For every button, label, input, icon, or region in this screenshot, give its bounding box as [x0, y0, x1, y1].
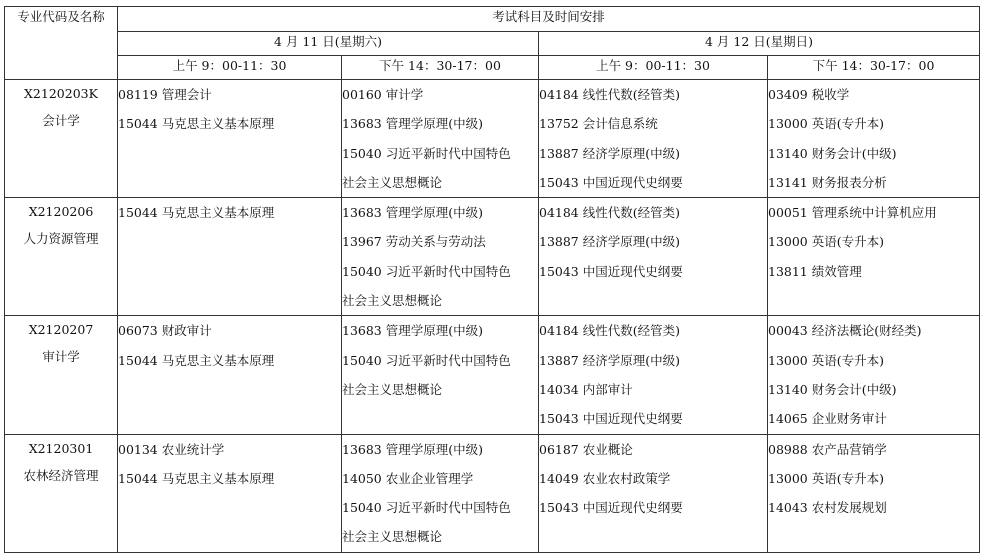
day2-pm-cell — [768, 316, 980, 434]
major-code: X2120207 — [28, 322, 94, 338]
header-row-3 — [5, 56, 980, 80]
course-item: 15040 习近平新时代中国特色 — [342, 145, 511, 161]
major-name: 人力资源管理 — [23, 231, 99, 247]
header-row-1 — [5, 7, 980, 32]
schedule-title-header: 考试科目及时间安排 — [118, 7, 980, 32]
course-item: 13141 财务报表分析 — [768, 174, 887, 190]
course-item: 13140 财务会计(中级) — [768, 381, 897, 397]
course-item: 15040 习近平新时代中国特色 — [342, 500, 511, 516]
course-item: 06187 农业概论 — [539, 441, 633, 457]
course-item: 15040 习近平新时代中国特色 — [342, 263, 511, 279]
day1-pm-cell — [342, 434, 539, 552]
day1-am-cell — [118, 198, 342, 316]
major-name: 会计学 — [42, 113, 80, 128]
course-item: 13752 会计信息系统 — [539, 116, 658, 132]
course-item: 社会主义思想概论 — [342, 529, 443, 545]
course-item: 13000 英语(专升本) — [768, 116, 884, 132]
course-item: 13000 英语(专升本) — [768, 352, 884, 368]
table-row — [5, 434, 980, 552]
course-item: 14043 农村发展规划 — [768, 500, 887, 516]
day1-am-header: 上午 9：00-11：30 — [118, 56, 342, 80]
course-item: 04184 线性代数(经管类) — [539, 87, 680, 102]
table-row — [5, 198, 980, 316]
course-item: 13887 经济学原理(中级) — [539, 234, 680, 250]
major-cell — [5, 316, 118, 434]
course-item: 04184 线性代数(经管类) — [539, 205, 680, 221]
table-row — [5, 316, 980, 434]
course-item: 13683 管理学原理(中级) — [342, 323, 483, 339]
course-item: 15044 马克思主义基本原理 — [118, 116, 275, 132]
day2-pm-cell — [768, 198, 980, 316]
course-item: 15044 马克思主义基本原理 — [118, 470, 275, 486]
course-item: 04184 线性代数(经管类) — [539, 323, 680, 339]
course-item: 13000 英语(专升本) — [768, 470, 884, 486]
course-item: 13140 财务会计(中级) — [768, 145, 897, 161]
major-code: X2120203K — [24, 86, 98, 101]
course-item: 13000 英语(专升本) — [768, 234, 884, 250]
course-item: 00051 管理系统中计算机应用 — [768, 205, 937, 221]
day1-pm-cell — [342, 198, 539, 316]
day1-pm-cell — [342, 80, 539, 198]
day2-am-cell — [539, 80, 768, 198]
major-code: X2120301 — [28, 440, 94, 456]
course-item: 14049 农业农村政策学 — [539, 470, 671, 486]
day2-am-cell — [539, 316, 768, 434]
day2-header: 4 月 12 日(星期日) — [539, 32, 980, 56]
course-item: 15043 中国近现代史纲要 — [539, 411, 683, 427]
day2-am-cell — [539, 434, 768, 552]
course-item: 13683 管理学原理(中级) — [342, 205, 483, 221]
day1-header: 4 月 11 日(星期六) — [118, 32, 539, 56]
major-cell — [5, 434, 118, 552]
major-name: 农林经济管理 — [23, 467, 99, 483]
course-item: 13683 管理学原理(中级) — [342, 441, 483, 457]
course-item: 08988 农产品营销学 — [768, 441, 887, 457]
exam-schedule-table — [4, 6, 980, 553]
course-item: 00160 审计学 — [342, 87, 424, 102]
course-item: 14034 内部审计 — [539, 381, 633, 397]
course-item: 08119 管理会计 — [118, 87, 212, 102]
course-item: 15040 习近平新时代中国特色 — [342, 352, 511, 368]
day2-am-cell — [539, 198, 768, 316]
course-item: 03409 税收学 — [768, 87, 850, 102]
course-item: 社会主义思想概论 — [342, 381, 443, 397]
course-item: 13967 劳动关系与劳动法 — [342, 234, 486, 250]
course-item: 13887 经济学原理(中级) — [539, 145, 680, 161]
major-code: X2120206 — [28, 204, 94, 220]
course-item: 00134 农业统计学 — [118, 441, 225, 457]
course-item: 15043 中国近现代史纲要 — [539, 174, 683, 190]
course-item: 社会主义思想概论 — [342, 293, 443, 309]
major-column-header: 专业代码及名称 — [5, 7, 118, 80]
course-item: 15043 中国近现代史纲要 — [539, 500, 683, 516]
course-item: 15043 中国近现代史纲要 — [539, 263, 683, 279]
day2-am-header: 上午 9：00-11：30 — [539, 56, 768, 80]
day2-pm-header: 下午 14：30-17：00 — [768, 56, 980, 80]
day1-am-cell — [118, 434, 342, 552]
table-row — [5, 80, 980, 198]
day2-pm-cell — [768, 434, 980, 552]
course-item: 13887 经济学原理(中级) — [539, 352, 680, 368]
major-cell — [5, 198, 118, 316]
day1-am-cell — [118, 316, 342, 434]
course-item: 14065 企业财务审计 — [768, 411, 887, 427]
header-row-2 — [5, 32, 980, 56]
day1-pm-cell — [342, 316, 539, 434]
day2-pm-cell — [768, 80, 980, 198]
day1-pm-header: 下午 14：30-17：00 — [342, 56, 539, 80]
course-item: 06073 财政审计 — [118, 323, 212, 339]
major-cell — [5, 80, 118, 198]
course-item: 13683 管理学原理(中级) — [342, 116, 483, 132]
course-item: 13811 绩效管理 — [768, 263, 862, 279]
major-name: 审计学 — [42, 349, 80, 365]
course-item: 00043 经济法概论(财经类) — [768, 323, 922, 339]
course-item: 14050 农业企业管理学 — [342, 470, 474, 486]
day1-am-cell — [118, 80, 342, 198]
course-item: 社会主义思想概论 — [342, 174, 443, 190]
course-item: 15044 马克思主义基本原理 — [118, 205, 275, 221]
course-item: 15044 马克思主义基本原理 — [118, 352, 275, 368]
